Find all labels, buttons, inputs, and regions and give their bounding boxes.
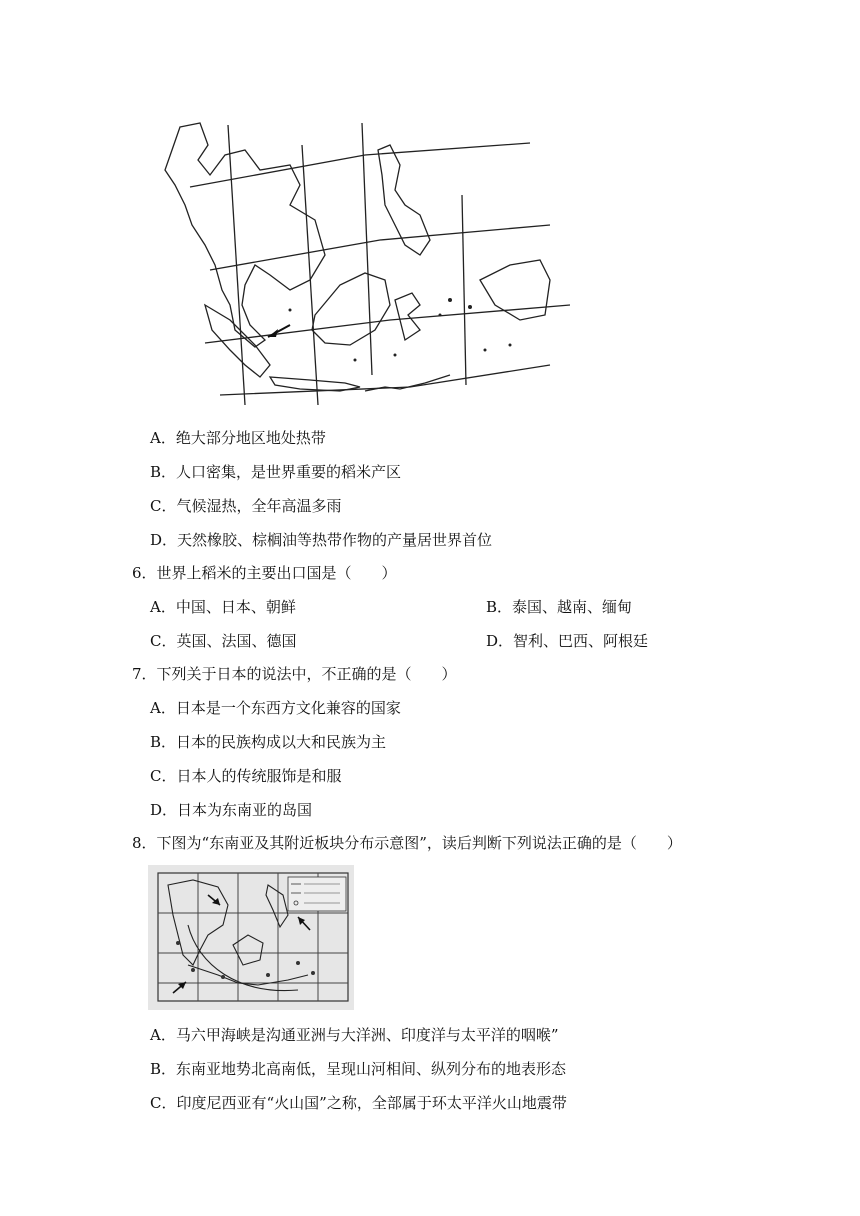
q6-option-c: C．英国、法国、德国 bbox=[150, 632, 297, 650]
q5-option-a: A．绝大部分地区地处热带 bbox=[150, 429, 326, 447]
q6-stem: 6．世界上稻米的主要出口国是（ ） bbox=[132, 564, 397, 582]
plate-distribution-map bbox=[148, 865, 354, 1010]
q7-stem: 7．下列关于日本的说法中，不正确的是（ ） bbox=[132, 665, 457, 683]
q8-option-a: A．马六甲海峡是沟通亚洲与大洋洲、印度洋与太平洋的咽喉” bbox=[150, 1026, 559, 1044]
q6-option-a: A．中国、日本、朝鲜 bbox=[150, 598, 296, 616]
q5-option-b: B．人口密集，是世界重要的稻米产区 bbox=[150, 463, 402, 481]
southeast-asia-map bbox=[150, 115, 570, 410]
q8-option-c: C．印度尼西亚有“火山国”之称，全部属于环太平洋火山地震带 bbox=[150, 1094, 567, 1112]
q8-stem: 8．下图为“东南亚及其附近板块分布示意图”，读后判断下列说法正确的是（ ） bbox=[132, 834, 682, 852]
q5-option-c: C．气候湿热，全年高温多雨 bbox=[150, 497, 342, 515]
q7-option-d: D．日本为东南亚的岛国 bbox=[150, 801, 313, 819]
q6-option-d: D．智利、巴西、阿根廷 bbox=[486, 632, 649, 650]
q5-option-d: D．天然橡胶、棕榈油等热带作物的产量居世界首位 bbox=[150, 531, 493, 549]
q7-option-b: B．日本的民族构成以大和民族为主 bbox=[150, 733, 387, 751]
q8-option-b: B．东南亚地势北高南低，呈现山河相间、纵列分布的地表形态 bbox=[150, 1060, 567, 1078]
q6-option-b: B．泰国、越南、缅甸 bbox=[486, 598, 633, 616]
q7-option-a: A．日本是一个东西方文化兼容的国家 bbox=[150, 699, 401, 717]
q7-option-c: C．日本人的传统服饰是和服 bbox=[150, 767, 342, 785]
